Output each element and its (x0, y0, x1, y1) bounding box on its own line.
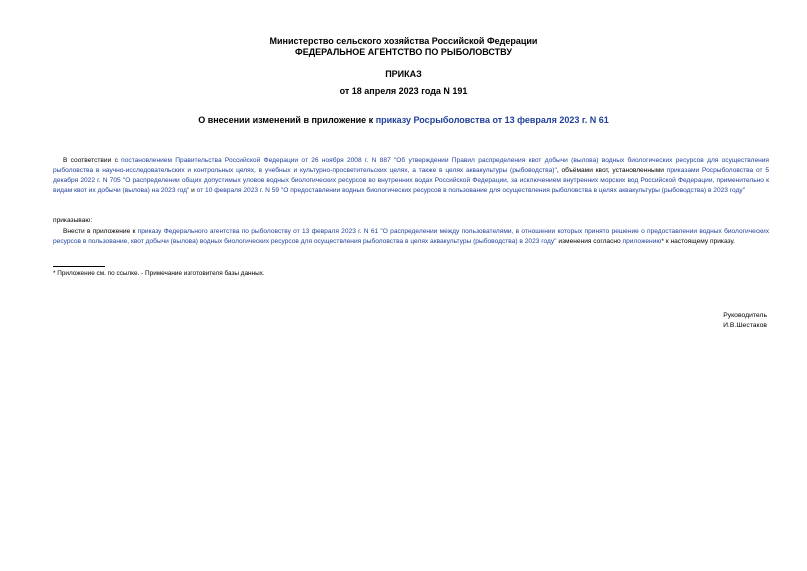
p2-link-order-61[interactable]: приказу Федерального агентства по рыболовству от 13 февраля 2023 г. N 61 "О распределении между пользователями, в отношении которых принято решение о предоставлении водных биологических ресурсов в пользование, квот добычи (вылова) водных биологических ресурсов для осуществления рыболовства в целях аквакультуры (рыбоводства) в 2023 году" (53, 228, 769, 245)
p1-link-decree-887[interactable]: постановлением Правительства Российской Федерации от 26 ноября 2008 г. N 887 "Об утверждении Правил распределения квот добычи (вылова) водных биологических ресурсов для осуществления рыболовства в научно-исследовательских и контрольных целях, в учебных и культурно-просветительских целях, а также в целях аквакультуры (рыбоводства)" (53, 157, 770, 174)
title-link[interactable]: приказу Росрыболовства от 13 февраля 2023 г. N 61 (375, 115, 609, 125)
p1-link-order-705[interactable]: приказами Росрыболовства от 5 декабря 2022 г. N 705 "О распределении общих допустимых уловов водных биологических ресурсов во внутренних водах Российской Федерации, за исключением внутренних морских вод Российской Федерации, применительно к видам квот их добычи (вылова) на 2023 год" (53, 167, 770, 194)
paragraph-basis (53, 156, 769, 196)
p1-text-b: , объёмами квот, установленными (556, 167, 667, 174)
p1-text-a: В соответствии с (63, 157, 122, 164)
p2-text-c: * к настоящему приказу. (661, 238, 735, 245)
paragraph-order (53, 227, 769, 247)
footnote-separator (53, 266, 105, 267)
prikazyvayu-text: приказываю: (53, 217, 93, 224)
document-date-number: от 18 апреля 2023 года N 191 (339, 86, 468, 96)
title-prefix: О внесении изменений в приложение к (198, 115, 376, 125)
p2-link-appendix[interactable]: приложению (622, 238, 662, 245)
signature-name: И.В.Шестаков (723, 322, 767, 329)
ministry-name: Министерство сельского хозяйства Российской Федерации (269, 36, 538, 46)
signature-position: Руководитель (723, 312, 767, 319)
document-title (0, 115, 807, 125)
p2-text-a: Внести в приложение к (63, 228, 138, 235)
p1-link-order-59[interactable]: от 10 февраля 2023 г. N 59 "О предоставлении водных биологических ресурсов в пользование для осуществления рыболовства в целях аквакультуры (рыбоводства) в 2023 году" (196, 187, 746, 194)
footnote: * Приложение см. по ссылке. - Примечание изготовителя базы данных. (53, 270, 265, 277)
p1-text-c: и (189, 187, 197, 194)
document-type: ПРИКАЗ (385, 69, 422, 79)
agency-name: ФЕДЕРАЛЬНОЕ АГЕНТСТВО ПО РЫБОЛОВСТВУ (295, 47, 512, 57)
p2-text-b: изменения согласно (556, 238, 623, 245)
